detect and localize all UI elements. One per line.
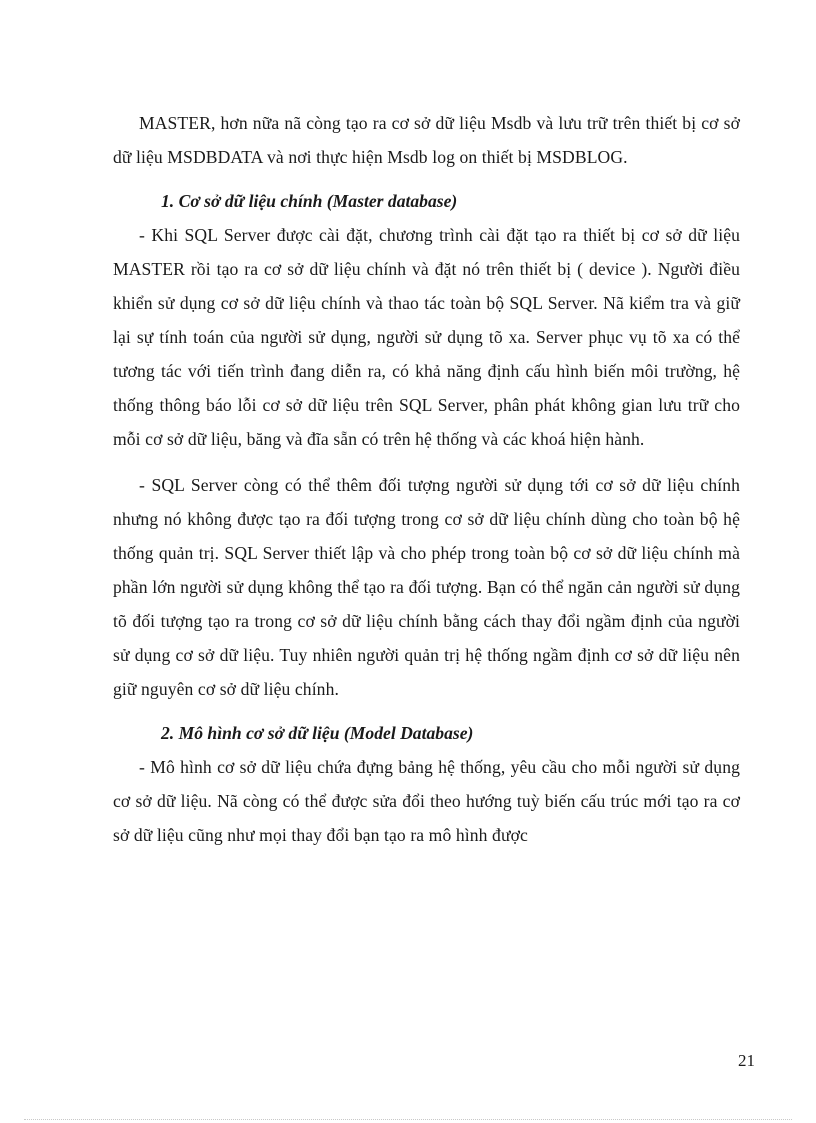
heading-model-database: 2. Mô hình cơ sở dữ liệu (Model Database) (161, 723, 474, 743)
document-page (113, 106, 740, 852)
heading-master-database: 1. Cơ sở dữ liệu chính (Master database) (161, 191, 458, 211)
page-number: 21 (738, 1051, 755, 1070)
paragraph-intro: MASTER, hơn nữa nã còng tạo ra cơ sở dữ liệu Msdb và lưu trữ trên thiết bị cơ sở dữ liệu MSDBDATA và nơi thực hiện Msdb log on thiết bị MSDBLOG. (113, 113, 740, 167)
paragraph-master-install: - Khi SQL Server được cài đặt, chương trình cài đặt tạo ra thiết bị cơ sở dữ liệu MASTER rồi tạo ra cơ sở dữ liệu chính và đặt nó trên thiết bị ( device ). Người điều khiển sử dụng cơ sở dữ liệu chính và thao tác toàn bộ SQL Server. Nã kiểm tra và giữ lại sự tính toán của người sử dụng, người sử dụng tõ xa. Server phục vụ tõ xa có thể tương tác với tiến trình đang diễn ra, có khả năng định cấu hình biến môi trường, hệ thống thông báo lỗi cơ sở dữ liệu trên SQL Server, phân phát không gian lưu trữ cho mỗi cơ sở dữ liệu, băng và đĩa sẵn có trên hệ thống và các khoá hiện hành. (113, 225, 740, 449)
paragraph-model-description: - Mô hình cơ sở dữ liệu chứa đựng bảng hệ thống, yêu cầu cho mỗi người sử dụng cơ sở dữ liệu. Nã còng có thể được sửa đổi theo hướng tuỳ biến cấu trúc mới tạo ra cơ sở dữ liệu cũng như mọi thay đổi bạn tạo ra mô hình được (113, 757, 740, 845)
page-bottom-divider (24, 1119, 792, 1120)
paragraph-master-objects: - SQL Server còng có thể thêm đối tượng người sử dụng tới cơ sở dữ liệu chính nhưng nó không được tạo ra đối tượng trong cơ sở dữ liệu chính dùng cho toàn bộ hệ thống quản trị. SQL Server thiết lập và cho phép trong toàn bộ cơ sở dữ liệu chính mà phần lớn người sử dụng không thể tạo ra đối tượng. Bạn có thể ngăn cản người sử dụng tõ đối tượng tạo ra trong cơ sở dữ liệu chính bằng cách thay đổi ngầm định của người sử dụng cơ sở dữ liệu. Tuy nhiên người quản trị hệ thống ngầm định cơ sở dữ liệu nên giữ nguyên cơ sở dữ liệu chính. (113, 475, 740, 699)
